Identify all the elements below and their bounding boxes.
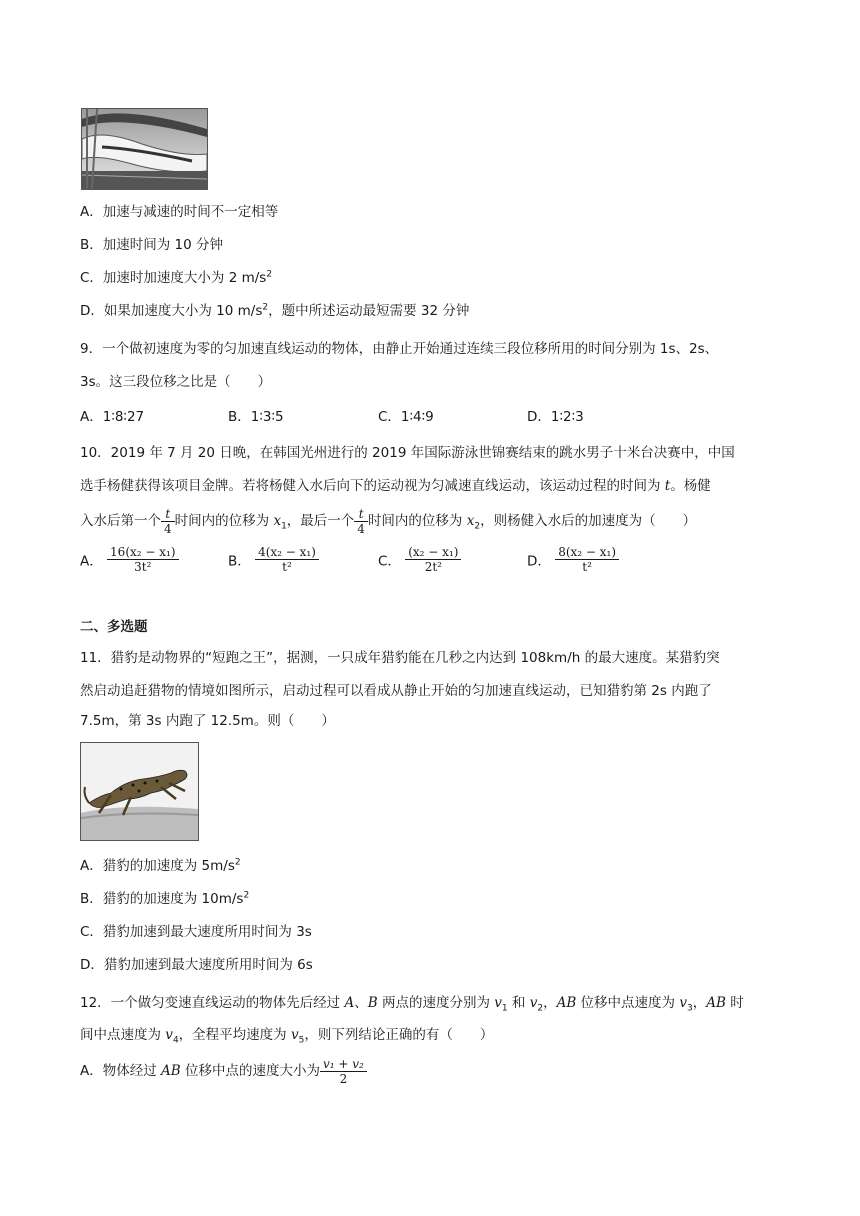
q10-option-a: A． $\frac{\text{16(x₂ − x₁)}}{\text{3t²}}$ — [80, 545, 179, 574]
fraction-v1-plus-v2-over-2: $\frac{\text{v₁ + v₂}}{2}$ — [320, 1057, 367, 1086]
q12-stem-line2: 间中点速度为 $v_4$，全程平均速度为 $v_5$，则下列结论正确的有（ ） — [80, 1027, 494, 1046]
cheetah-icon — [81, 743, 198, 840]
q8-option-c: C．加速时加速度大小为 2 $m/s^2$ — [80, 269, 273, 286]
q11-stem-line1: 11．猎豹是动物界的“短跑之王”，据测，一只成年猎豹能在几秒之内达到 108km/h 的最大速度。某猎豹突 — [80, 650, 720, 666]
q8-option-d: D．如果加速度大小为 10 $m/s^2$，题中所述运动最短需要 32 分钟 — [80, 302, 470, 319]
fraction-t-over-4: $\frac{t}{4}$ — [354, 507, 368, 536]
q11-option-b: B．猎豹的加速度为 $10m/s^2$ — [80, 890, 250, 907]
train-icon — [82, 109, 207, 189]
section-heading-multiple-choice: 二、多选题 — [80, 619, 148, 635]
q10-stem-line2: 选手杨健获得该项目金牌。若将杨健入水后向下的运动视为匀减速直线运动，该运动过程的时间为 t。杨健 — [80, 478, 711, 494]
q10-option-d: D． $\frac{\text{8(x₂ − x₁)}}{\text{t²}}$ — [527, 545, 619, 574]
q8-option-b: B．加速时间为 10 分钟 — [80, 237, 224, 253]
q12-option-a: A．物体经过 AB 位移中点的速度大小为 $\frac{\text{v₁ + v₂}}{2}$ — [80, 1053, 367, 1089]
q9-option-b: B．1∶3∶5 — [228, 409, 284, 425]
q9-options — [80, 405, 780, 425]
q11-stem-line2: 然启动追赶猎物的情境如图所示，启动过程可以看成从静止开始的匀加速直线运动，已知猎豹第 2s 内跑了 — [80, 683, 712, 699]
q10-stem-line3: 入水后第一个 $\frac{t}{4}$ 时间内的位移为 $x_1$，最后一个 $\frac{t}{4}$ 时间内的位移为 $x_2$，则杨健入水后的加速度为（ ） — [80, 506, 697, 536]
q10-option-c: C． $\frac{\text{(x₂ − x₁)}}{\text{2t²}}$ — [378, 545, 461, 574]
q10-options — [80, 545, 780, 589]
q12-stem-line1: 12．一个做匀变速直线运动的物体先后经过 A、B 两点的速度分别为 $v_1$ 和 $v_2$，AB 位移中点速度为 $v_3$，AB 时 — [80, 995, 744, 1014]
q9-option-a: A．1∶8∶27 — [80, 409, 145, 425]
maglev-train-image — [81, 108, 208, 190]
q9-stem-line1: 9．一个做初速度为零的匀加速直线运动的物体，由静止开始通过连续三段位移所用的时间分别为 1s、2s、 — [80, 341, 719, 357]
q9-stem-line2: 3s。这三段位移之比是（ ） — [80, 374, 272, 390]
q9-option-d: D．1∶2∶3 — [527, 409, 584, 425]
q11-option-c: C．猎豹加速到最大速度所用时间为 3s — [80, 924, 312, 940]
q10-stem-line1: 10．2019 年 7 月 20 日晚，在韩国光州进行的 2019 年国际游泳世锦赛结束的跳水男子十米台决赛中，中国 — [80, 445, 735, 461]
q11-option-d: D．猎豹加速到最大速度所用时间为 6s — [80, 957, 313, 973]
q10-option-b: B． $\frac{\text{4(x₂ − x₁)}}{\text{t²}}$ — [228, 545, 319, 574]
fraction-t-over-4: $\frac{t}{4}$ — [161, 507, 175, 536]
q9-option-c: C．1∶4∶9 — [378, 409, 434, 425]
q8-option-a: A．加速与减速的时间不一定相等 — [80, 204, 279, 220]
cheetah-image — [80, 742, 199, 841]
q11-option-a: A．猎豹的加速度为 $5m/s^2$ — [80, 857, 241, 874]
q11-stem-line3: 7.5m，第 3s 内跑了 12.5m。则（ ） — [80, 713, 335, 729]
